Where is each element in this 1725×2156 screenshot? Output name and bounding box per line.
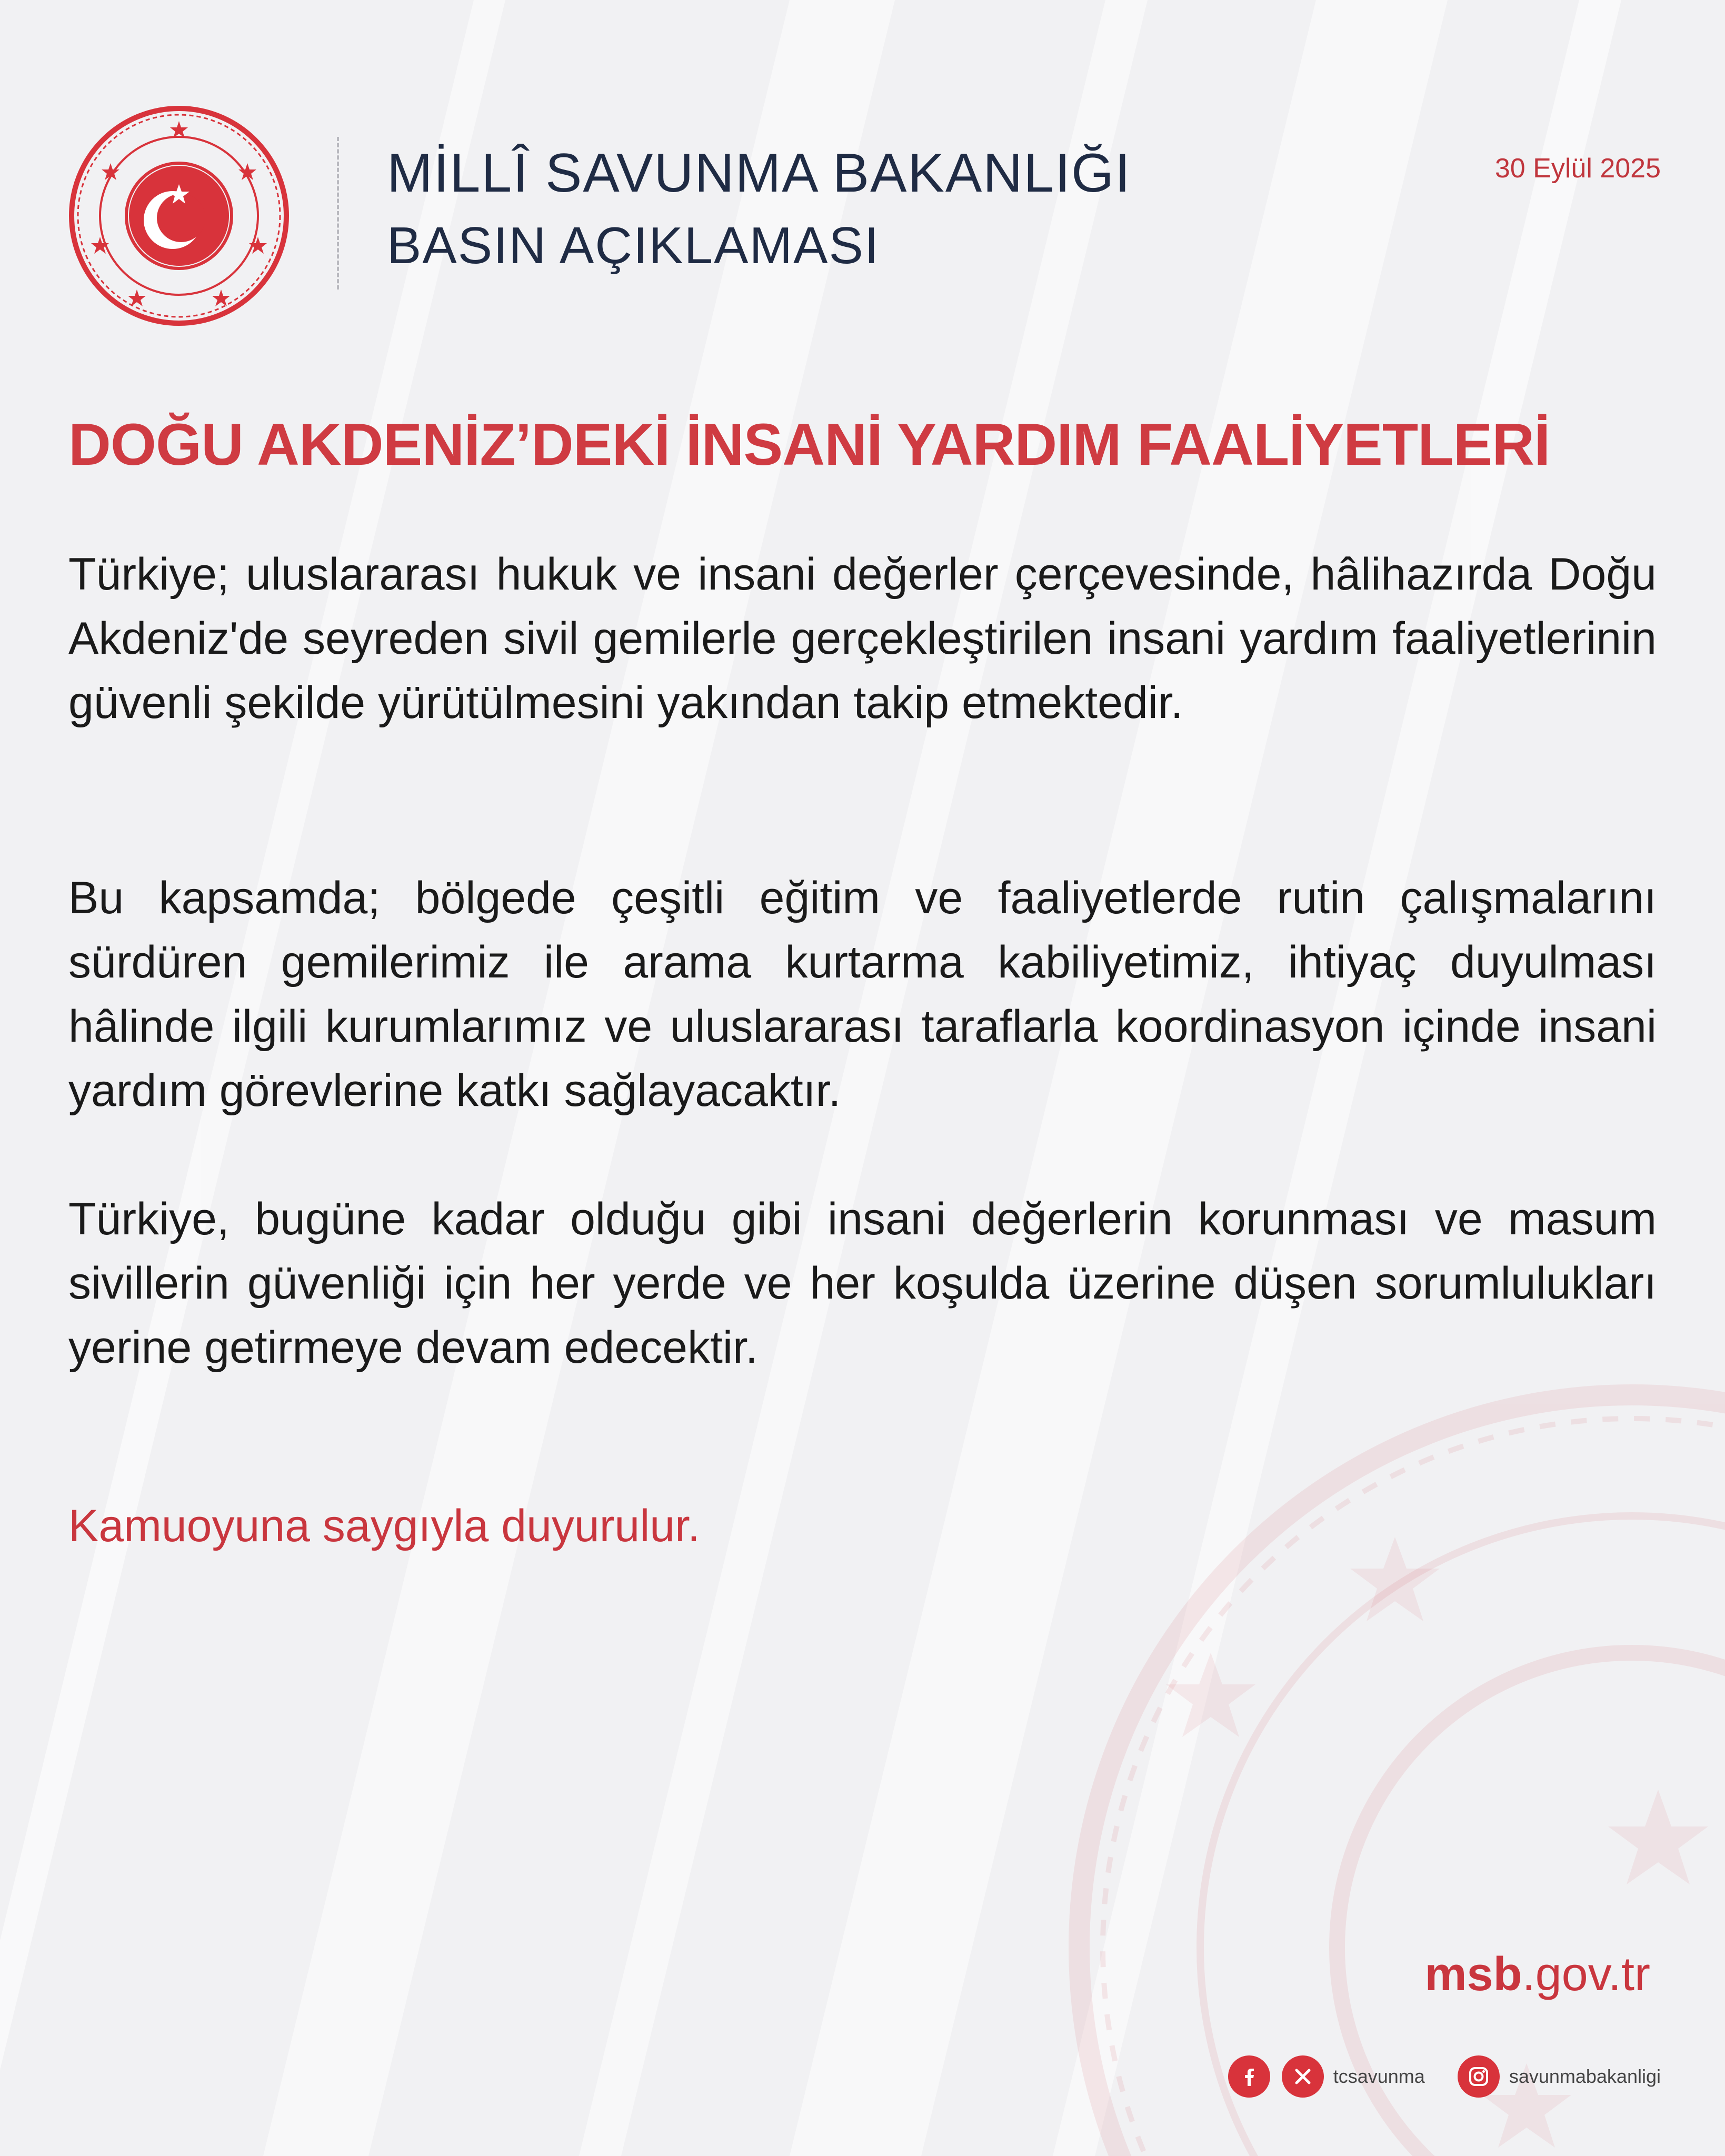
instagram-icon[interactable] bbox=[1458, 2055, 1500, 2098]
ministry-seal-icon bbox=[68, 105, 290, 326]
website-domain: msb bbox=[1424, 1948, 1522, 2001]
x-icon[interactable] bbox=[1282, 2055, 1324, 2098]
release-date: 30 Eylül 2025 bbox=[1494, 153, 1661, 184]
social-links bbox=[1228, 2053, 1661, 2100]
website-tld: .gov.tr bbox=[1522, 1948, 1650, 2001]
facebook-icon[interactable] bbox=[1228, 2055, 1270, 2098]
x-handle[interactable]: tcsavunma bbox=[1333, 2065, 1425, 2087]
body-paragraph-3: Türkiye, bugüne kadar olduğu gibi insani değerlerin korunması ve masum sivillerin güvenliği için her yerde ve her koşulda üzerine düşen sorumlulukları yerine getirmeye devam edecektir. bbox=[68, 1194, 1657, 1373]
headline: DOĞU AKDENİZ’DEKİ İNSANİ YARDIM FAALİYETLERİ bbox=[68, 412, 1550, 477]
body-paragraph-2: Bu kapsamda; bölgede çeşitli eğitim ve faaliyetlerde rutin çalışmalarını sürdüren gemilerimiz ile arama kurtarma kabiliyetimiz, ihtiyaç duyulması hâlinde ilgili kurumlarımız ve uluslararası taraflarla koordinasyon içinde insani yardım görevlerine katkı sağlayacaktır. bbox=[68, 873, 1657, 1116]
closing-statement: Kamuoyuna saygıyla duyurulur. bbox=[68, 1501, 700, 1551]
header-divider bbox=[337, 137, 339, 290]
website-link[interactable] bbox=[1425, 1948, 1650, 2002]
body-paragraph-1: Türkiye; uluslararası hukuk ve insani değerler çerçevesinde, hâlihazırda Doğu Akdeniz'de seyreden sivil gemilerle gerçekleştirilen insani yardım faaliyetlerinin güvenli şekilde yürütülmesini yakından takip etmektedir. bbox=[68, 549, 1657, 728]
document-type: BASIN AÇIKLAMASI bbox=[387, 216, 880, 274]
ministry-name: MİLLÎ SAVUNMA BAKANLIĞI bbox=[387, 143, 1131, 204]
instagram-handle[interactable]: savunmabakanligi bbox=[1509, 2065, 1661, 2087]
